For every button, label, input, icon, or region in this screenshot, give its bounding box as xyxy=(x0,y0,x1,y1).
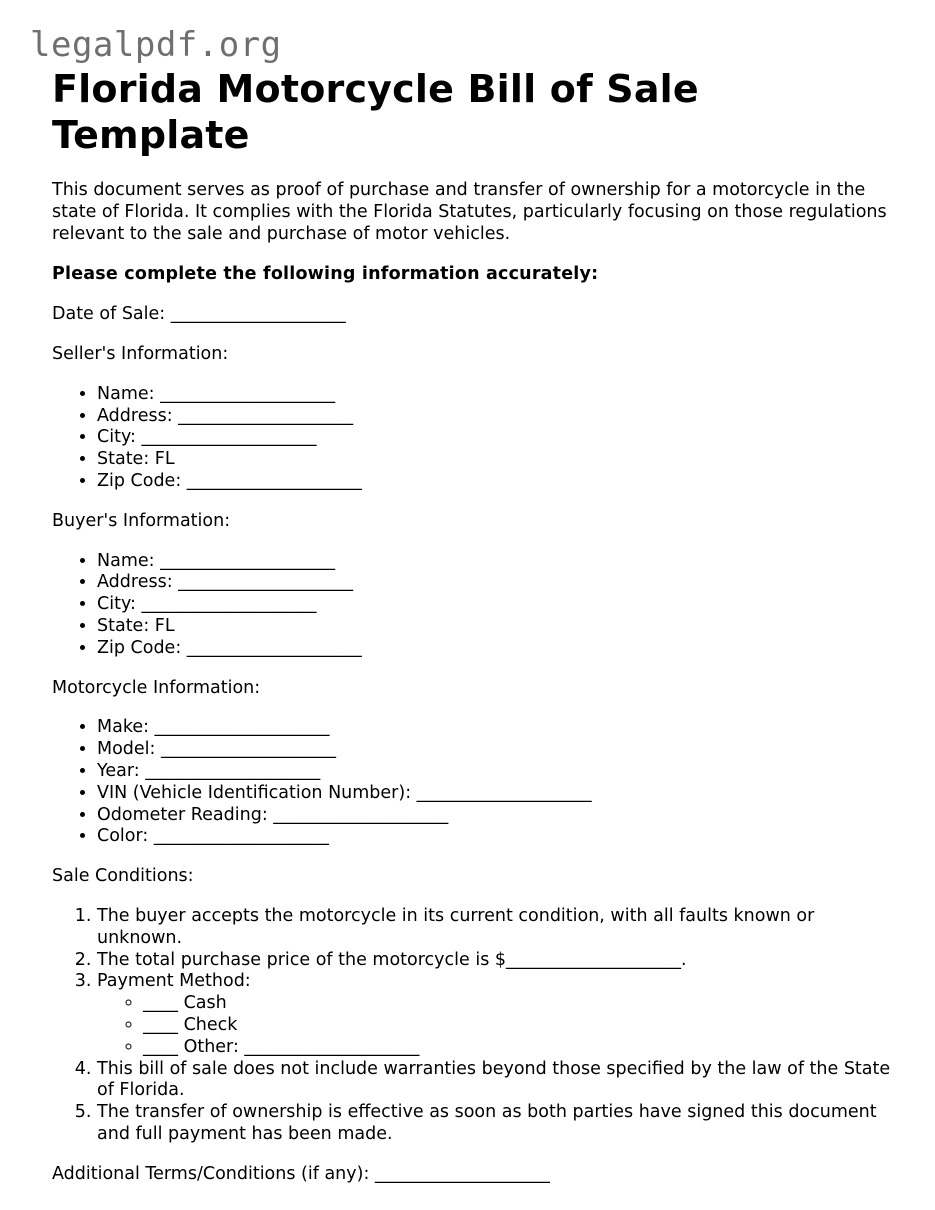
seller-zip-field[interactable]: • Zip Code: ____________________ xyxy=(97,471,892,493)
buyer-city-field[interactable]: • City: ____________________ xyxy=(97,594,892,616)
motorcycle-section-heading: Motorcycle Information: xyxy=(52,677,261,698)
motorcycle-fields-list xyxy=(52,717,892,848)
condition-item: 4. This bill of sale does not include warranties beyond those specified by the law of the State of Florida. xyxy=(97,1059,892,1103)
motorcycle-color-field[interactable]: • Color: ____________________ xyxy=(97,826,892,848)
payment-options-list xyxy=(97,993,892,1058)
payment-option-other[interactable]: ◦ ____ Other: ____________________ xyxy=(143,1037,892,1059)
buyer-address-field[interactable]: • Address: ____________________ xyxy=(97,572,892,594)
instructions-heading: Please complete the following information accurately: xyxy=(52,264,599,285)
motorcycle-vin-field[interactable]: • VIN (Vehicle Identification Number): ____________________ xyxy=(97,783,892,805)
seller-name-field[interactable]: • Name: ____________________ xyxy=(97,384,892,406)
buyer-state-field: • State: FL xyxy=(97,616,892,638)
payment-option-check[interactable]: ◦ ____ Check xyxy=(143,1015,892,1037)
purchase-price-field[interactable]: 2. The total purchase price of the motorcycle is $____________________. xyxy=(97,950,892,972)
sale-conditions-list xyxy=(52,906,892,1146)
page-title: Florida Motorcycle Bill of Sale Template xyxy=(52,67,699,157)
seller-section-heading: Seller's Information: xyxy=(52,343,229,364)
condition-item: 1. The buyer accepts the motorcycle in its current condition, with all faults known or unknown. xyxy=(97,906,892,950)
date-of-sale-field[interactable]: Date of Sale: ____________________ xyxy=(52,304,346,325)
buyer-fields-list xyxy=(52,551,892,660)
additional-terms-field[interactable]: Additional Terms/Conditions (if any): ____________________ xyxy=(52,1163,550,1184)
seller-city-field[interactable]: • City: ____________________ xyxy=(97,427,892,449)
seller-state-field: • State: FL xyxy=(97,449,892,471)
seller-address-field[interactable]: • Address: ____________________ xyxy=(97,406,892,428)
buyer-name-field[interactable]: • Name: ____________________ xyxy=(97,551,892,573)
payment-method-label: Payment Method: xyxy=(97,971,251,992)
watermark-logo: legalpdf.org xyxy=(30,25,282,65)
motorcycle-make-field[interactable]: • Make: ____________________ xyxy=(97,717,892,739)
motorcycle-odometer-field[interactable]: • Odometer Reading: ____________________ xyxy=(97,805,892,827)
payment-option-cash[interactable]: ◦ ____ Cash xyxy=(143,993,892,1015)
condition-item: 5. The transfer of ownership is effective as soon as both parties have signed this document and full payment has been made. xyxy=(97,1102,892,1146)
sale-conditions-heading: Sale Conditions: xyxy=(52,866,194,887)
motorcycle-year-field[interactable]: • Year: ____________________ xyxy=(97,761,892,783)
seller-fields-list xyxy=(52,384,892,493)
intro-paragraph: This document serves as proof of purchase and transfer of ownership for a motorcycle in the state of Florida. It complies with the Florida Statutes, particularly focusing on those regulations relevant to the sale and purchase of motor vehicles. xyxy=(52,180,887,244)
buyer-section-heading: Buyer's Information: xyxy=(52,510,231,531)
buyer-zip-field[interactable]: • Zip Code: ____________________ xyxy=(97,638,892,660)
motorcycle-model-field[interactable]: • Model: ____________________ xyxy=(97,739,892,761)
document-body xyxy=(52,66,892,1185)
payment-method-item xyxy=(97,971,892,1058)
